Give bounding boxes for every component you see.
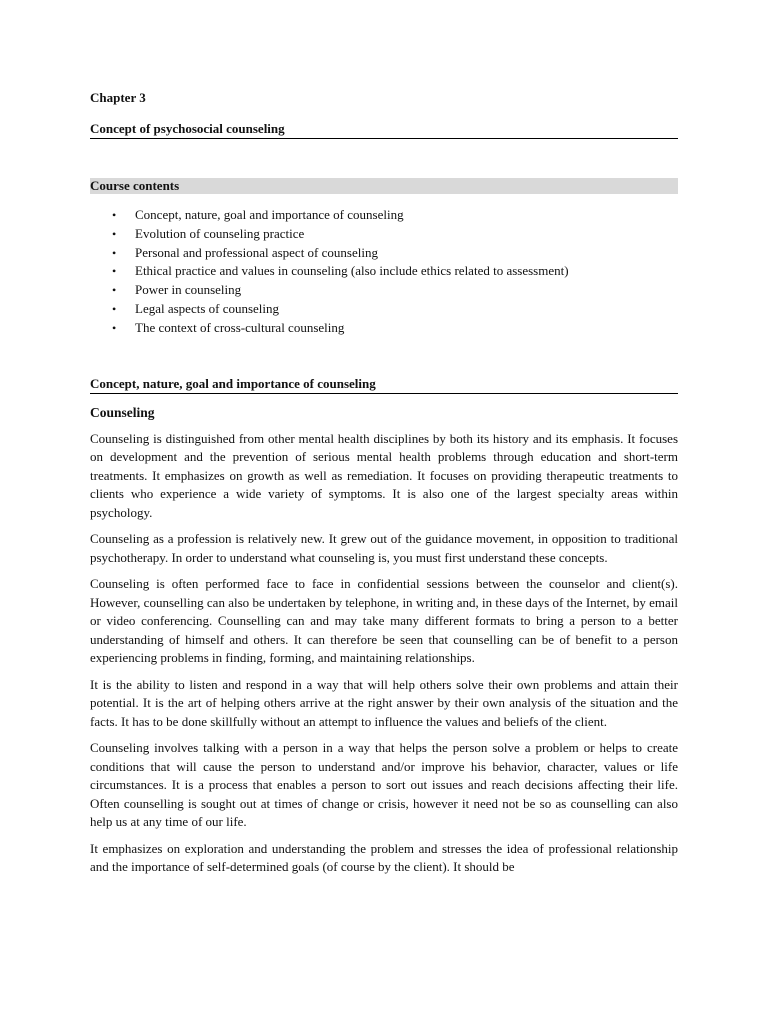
paragraph: Counseling involves talking with a person in a way that helps the person solve a problem or helps to create conditions that will cause the person to understand and/or improve his behavior, character, values or life circumstances. It is a process that enables a person to sort out issues and reach decisions affecting their life. Often counselling is sought out at times of change or crisis, however it need not be so as counselling can also help us at any time of our life.: [90, 740, 678, 830]
paragraph: It is the ability to listen and respond in a way that will help others solve their own problems and attain their potential. It is the art of helping others arrive at the right answer by their own analysis of the situation and the facts. It has to be done skillfully without an attempt to influence the values and beliefs of the client.: [90, 676, 678, 729]
list-item-text: The context of cross-cultural counseling: [135, 319, 345, 335]
chapter-label: Chapter 3: [90, 90, 146, 105]
paragraph: Counseling is often performed face to face in confidential sessions between the counselor and client(s). However, counselling can also be undertaken by telephone, in writing and, in these days of the Internet, by email or video conferencing. Counselling can and may take many different formats to bring a person to a better understanding of himself and others. It can therefore be seen that counselling can be of benefit to a person experiencing problems in finding, forming, and maintaining relationships.: [90, 576, 678, 666]
list-item-text: Legal aspects of counseling: [135, 300, 280, 316]
paragraph: Counseling as a profession is relatively new. It grew out of the guidance movement, in opposition to traditional psychotherapy. In order to understand what counseling is, you must first understand these concepts.: [90, 531, 678, 565]
list-item-text: Power in counseling: [135, 282, 242, 298]
list-item: [90, 206, 678, 225]
bullet-icon: •: [112, 283, 117, 298]
list-item: [90, 244, 678, 263]
chapter-title: Concept of psychosocial counseling: [90, 121, 678, 139]
bullet-icon: •: [112, 245, 117, 260]
list-item-text: Ethical practice and values in counseling (also include ethics related to assessment): [135, 263, 569, 279]
paragraph: Counseling is distinguished from other mental health disciplines by both its history and its emphasis. It focuses on development and the prevention of serious mental health problems through education and short-term treatments. It emphasizes on growth as well as remediation. It focuses on providing therapeutic treatments to clients who experience a wide variety of symptoms. It is also one of the largest specialty areas within psychology.: [90, 430, 678, 520]
bullet-icon: •: [112, 226, 117, 241]
list-item: [90, 262, 678, 281]
course-contents-list: [90, 206, 678, 338]
list-item: [90, 319, 678, 338]
list-item: [90, 225, 678, 244]
list-item-text: Evolution of counseling practice: [135, 225, 305, 241]
paragraph: It emphasizes on exploration and understanding the problem and stresses the idea of professional relationship and the importance of self-determined goals (of course by the client). It should be: [90, 840, 678, 875]
list-item-text: Personal and professional aspect of counseling: [135, 244, 378, 260]
list-item: [90, 281, 678, 300]
bullet-icon: •: [112, 301, 117, 316]
bullet-icon: •: [112, 208, 117, 222]
bullet-icon: •: [112, 264, 117, 279]
list-item: [90, 300, 678, 319]
bullet-icon: •: [112, 320, 117, 335]
document-page: [90, 90, 678, 877]
subsection-title: Counseling: [90, 404, 155, 420]
course-contents-heading: Course contents: [90, 178, 678, 194]
list-item-text: Concept, nature, goal and importance of counseling: [135, 207, 404, 222]
section-title: Concept, nature, goal and importance of counseling: [90, 376, 678, 394]
